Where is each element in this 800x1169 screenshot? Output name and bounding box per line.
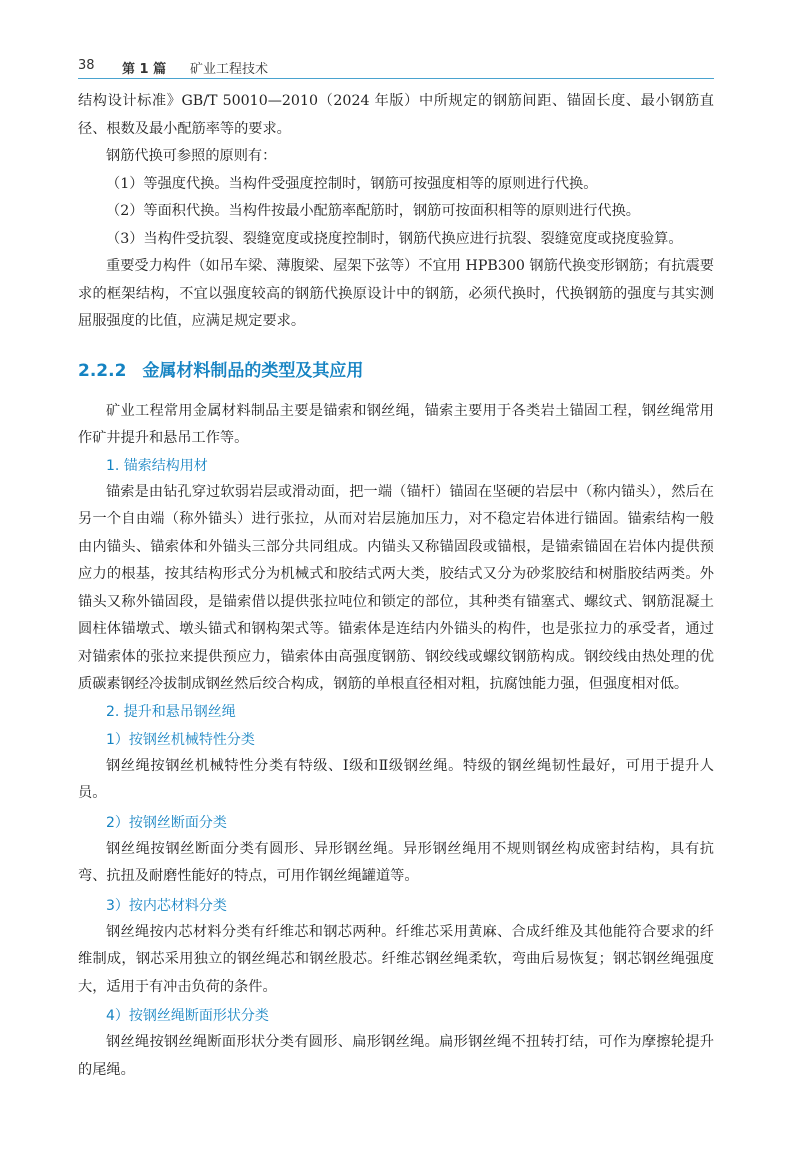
part-label: 第 1 篇 [122, 62, 167, 77]
running-header [78, 56, 714, 78]
subheading: 1. 锚索结构用材 [106, 457, 208, 474]
section-heading [78, 358, 714, 384]
section-number: 2.2.2 [78, 360, 127, 381]
paragraph: 结构设计标准》GB/T 50010—2010（2024 年版）中所规定的钢筋间距、锚固长度、最小钢筋直径、根数及最小配筋率等的要求。 [78, 93, 714, 137]
paragraph: 重要受力构件（如吊车梁、薄腹梁、屋架下弦等）不宜用 HPB300 钢筋代换变形钢筋；有抗震要求的框架结构，不宜以强度较高的钢筋代换原设计中的钢筋，必须代换时，代换钢筋的强度与其实测屈服强度的比值，应满足规定要求。 [78, 258, 714, 329]
page-number: 38 [78, 58, 95, 73]
part-subject: 矿业工程技术 [190, 62, 269, 77]
subheading: 2. 提升和悬吊钢丝绳 [106, 703, 236, 720]
paragraph: 锚索是由钻孔穿过软弱岩层或滑动面，把一端（锚杆）锚固在坚硬的岩层中（称内锚头），然后在另一个自由端（称外锚头）进行张拉，从而对岩层施加压力，对不稳定岩体进行锚固。锚索结构一般由内锚头、锚索体和外锚头三部分共同组成。内锚头又称锚固段或锚根，是锚索锚固在岩体内提供预应力的根基，按其结构形式分为机械式和胶结式两大类，胶结式又分为砂浆胶结和树脂胶结两类。外锚头又称外锚固段，是锚索借以提供张拉吨位和锁定的部位，其种类有锚塞式、螺纹式、钢筋混凝土圆柱体锚墩式、墩头锚式和钢构架式等。锚索体是连结内外锚头的构件，也是张拉力的承受者，通过对锚索体的张拉来提供预应力，锚索体由高强度钢筋、钢绞线或螺纹钢筋构成。钢绞线由热处理的优质碳素钢经冷拔制成钢丝然后绞合构成，钢筋的单根直径相对粗，抗腐蚀能力强，但强度相对低。 [78, 483, 714, 692]
paragraph: 钢筋代换可参照的原则有： [106, 148, 277, 164]
sub-subheading: 2）按钢丝断面分类 [106, 814, 227, 831]
paragraph: （2）等面积代换。当构件按最小配筋率配筋时，钢筋可按面积相等的原则进行代换。 [106, 203, 640, 219]
sub-subheading: 1）按钢丝机械特性分类 [106, 731, 255, 748]
paragraph: （1）等强度代换。当构件受强度控制时，钢筋可按强度相等的原则进行代换。 [106, 175, 598, 192]
paragraph: 钢丝绳按钢丝机械特性分类有特级、Ⅰ级和Ⅱ级钢丝绳。特级的钢丝绳韧性最好，可用于提升人员。 [78, 757, 714, 801]
sub-subheading: 3）按内芯材料分类 [106, 897, 227, 914]
paragraph: 矿业工程常用金属材料制品主要是锚索和钢丝绳，锚索主要用于各类岩土锚固工程，钢丝绳常用作矿井提升和悬吊工作等。 [78, 402, 714, 446]
paragraph: 钢丝绳按内芯材料分类有纤维芯和钢芯两种。纤维芯采用黄麻、合成纤维及其他能符合要求的纤维制成，钢芯采用独立的钢丝绳芯和钢丝股芯。纤维芯钢丝绳柔软，弯曲后易恢复；钢芯钢丝绳强度大，适用于有冲击负荷的条件。 [78, 923, 714, 995]
sub-subheading: 4）按钢丝绳断面形状分类 [106, 1008, 269, 1024]
paragraph: 钢丝绳按钢丝断面分类有圆形、异形钢丝绳。异形钢丝绳用不规则钢丝构成密封结构，具有抗弯、抗扭及耐磨性能好的特点，可用作钢丝绳罐道等。 [78, 840, 714, 884]
section-title: 金属材料制品的类型及其应用 [142, 360, 364, 381]
paragraph: （3）当构件受抗裂、裂缝宽度或挠度控制时，钢筋代换应进行抗裂、裂缝宽度或挠度验算。 [106, 230, 683, 247]
paragraph: 钢丝绳按钢丝绳断面形状分类有圆形、扁形钢丝绳。扁形钢丝绳不扭转打结，可作为摩擦轮提升的尾绳。 [78, 1034, 714, 1078]
header-rule [78, 78, 714, 79]
page-body [78, 88, 714, 1084]
